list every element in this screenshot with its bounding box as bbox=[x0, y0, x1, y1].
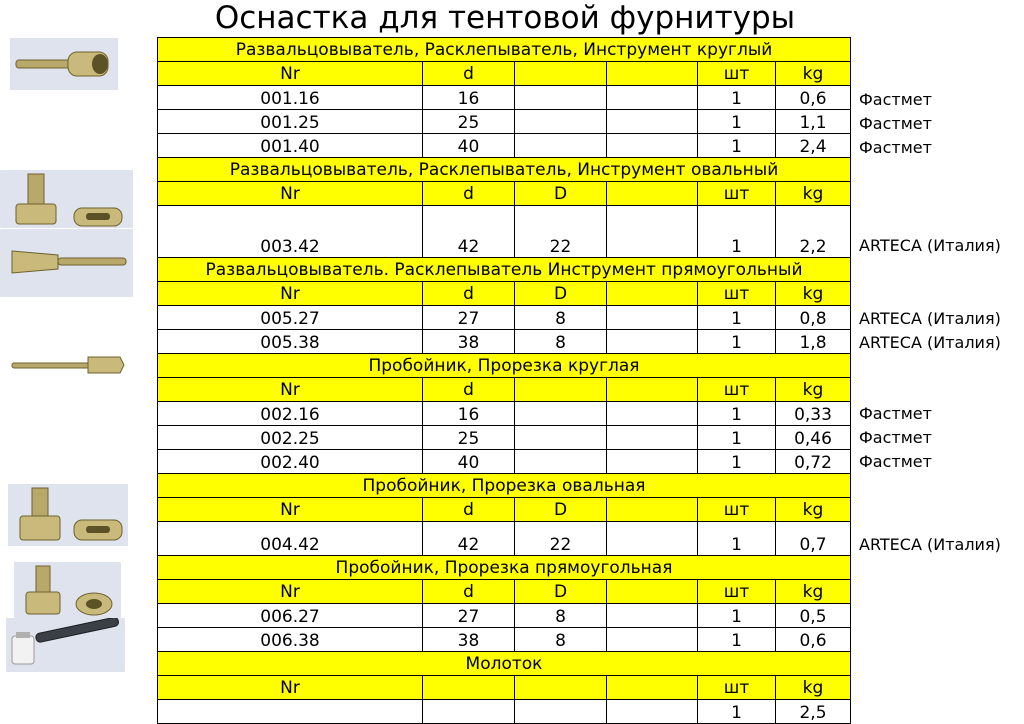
cell-D bbox=[515, 450, 607, 474]
cell-qty: 1 bbox=[698, 628, 776, 652]
maker-label: ARTECA (Италия) bbox=[859, 309, 1001, 328]
cell-kg: 1,1 bbox=[776, 110, 851, 134]
column-header-nr: Nr bbox=[158, 182, 423, 206]
cell-d: 38 bbox=[423, 628, 515, 652]
section-title: Пробойник, Прорезка прямоугольная bbox=[158, 556, 851, 580]
cell-D bbox=[515, 134, 607, 158]
column-header-empty bbox=[607, 282, 698, 306]
table-row bbox=[158, 110, 851, 134]
cell-d: 27 bbox=[423, 604, 515, 628]
cell-empty bbox=[607, 206, 698, 258]
section-title: Молоток bbox=[158, 652, 851, 676]
maker-label: Фастмет bbox=[859, 90, 932, 109]
column-header-D: D bbox=[515, 282, 607, 306]
cell-nr: 005.38 bbox=[158, 330, 423, 354]
column-header-kg: kg bbox=[776, 676, 851, 700]
column-header-nr: Nr bbox=[158, 282, 423, 306]
column-header-kg: kg bbox=[776, 498, 851, 522]
column-header-qty: шт bbox=[698, 62, 776, 86]
cell-D: 8 bbox=[515, 330, 607, 354]
section-title: Пробойник, Прорезка круглая bbox=[158, 354, 851, 378]
cell-empty bbox=[607, 426, 698, 450]
column-header-kg: kg bbox=[776, 182, 851, 206]
cell-d: 16 bbox=[423, 402, 515, 426]
product-image-oval-flaring-tool bbox=[0, 170, 133, 228]
price-table bbox=[157, 37, 851, 724]
cell-qty: 1 bbox=[698, 330, 776, 354]
cell-qty: 1 bbox=[698, 700, 776, 724]
table-row bbox=[158, 206, 851, 258]
column-header-D bbox=[515, 62, 607, 86]
table-row bbox=[158, 306, 851, 330]
product-image-rectangular-punch bbox=[14, 562, 121, 618]
cell-D: 8 bbox=[515, 306, 607, 330]
product-image-hammer bbox=[6, 618, 125, 672]
cell-D bbox=[515, 426, 607, 450]
table-row bbox=[158, 604, 851, 628]
maker-label: Фастмет bbox=[859, 428, 932, 447]
cell-empty bbox=[607, 330, 698, 354]
cell-qty: 1 bbox=[698, 604, 776, 628]
cell-d bbox=[423, 700, 515, 724]
table-row bbox=[158, 628, 851, 652]
cell-kg: 0,46 bbox=[776, 426, 851, 450]
cell-nr: 001.25 bbox=[158, 110, 423, 134]
column-header-empty bbox=[607, 378, 698, 402]
cell-D: 8 bbox=[515, 628, 607, 652]
cell-qty: 1 bbox=[698, 134, 776, 158]
column-header-qty: шт bbox=[698, 498, 776, 522]
table-row bbox=[158, 134, 851, 158]
column-header-empty bbox=[607, 676, 698, 700]
table-row bbox=[158, 330, 851, 354]
cell-qty: 1 bbox=[698, 426, 776, 450]
table-row bbox=[158, 86, 851, 110]
cell-D bbox=[515, 86, 607, 110]
maker-label: Фастмет bbox=[859, 114, 932, 133]
cell-qty: 1 bbox=[698, 206, 776, 258]
cell-empty bbox=[607, 306, 698, 330]
column-header-d: d bbox=[423, 182, 515, 206]
cell-d: 40 bbox=[423, 450, 515, 474]
cell-D bbox=[515, 110, 607, 134]
cell-nr: 006.38 bbox=[158, 628, 423, 652]
maker-label: ARTECA (Италия) bbox=[859, 333, 1001, 352]
column-header-D: D bbox=[515, 498, 607, 522]
table-row bbox=[158, 426, 851, 450]
column-header-empty bbox=[607, 62, 698, 86]
cell-d: 38 bbox=[423, 330, 515, 354]
column-header-d: d bbox=[423, 378, 515, 402]
cell-d: 27 bbox=[423, 306, 515, 330]
cell-empty bbox=[607, 700, 698, 724]
column-header-nr: Nr bbox=[158, 62, 423, 86]
cell-kg: 0,8 bbox=[776, 306, 851, 330]
column-header-D bbox=[515, 378, 607, 402]
cell-D bbox=[515, 402, 607, 426]
cell-empty bbox=[607, 522, 698, 556]
cell-kg: 2,4 bbox=[776, 134, 851, 158]
cell-d: 40 bbox=[423, 134, 515, 158]
column-header-nr: Nr bbox=[158, 676, 423, 700]
cell-nr: 002.40 bbox=[158, 450, 423, 474]
cell-d: 25 bbox=[423, 426, 515, 450]
cell-empty bbox=[607, 402, 698, 426]
column-header-nr: Nr bbox=[158, 498, 423, 522]
cell-empty bbox=[607, 134, 698, 158]
column-header-d: d bbox=[423, 498, 515, 522]
cell-D: 22 bbox=[515, 206, 607, 258]
cell-kg: 0,33 bbox=[776, 402, 851, 426]
column-header-kg: kg bbox=[776, 62, 851, 86]
cell-nr: 001.40 bbox=[158, 134, 423, 158]
cell-kg: 1,8 bbox=[776, 330, 851, 354]
cell-qty: 1 bbox=[698, 110, 776, 134]
column-header-qty: шт bbox=[698, 182, 776, 206]
page-title: Оснастка для тентовой фурнитуры bbox=[214, 0, 796, 36]
cell-nr bbox=[158, 700, 423, 724]
cell-qty: 1 bbox=[698, 306, 776, 330]
cell-qty: 1 bbox=[698, 86, 776, 110]
column-header-kg: kg bbox=[776, 282, 851, 306]
table-row bbox=[158, 450, 851, 474]
table-row bbox=[158, 700, 851, 724]
cell-kg: 0,72 bbox=[776, 450, 851, 474]
maker-label: ARTECA (Италия) bbox=[859, 236, 1001, 255]
column-header-d bbox=[423, 676, 515, 700]
column-header-qty: шт bbox=[698, 580, 776, 604]
product-image-rectangular-flaring-tool bbox=[0, 229, 133, 297]
column-header-empty bbox=[607, 580, 698, 604]
cell-empty bbox=[607, 604, 698, 628]
column-header-kg: kg bbox=[776, 378, 851, 402]
cell-kg: 0,7 bbox=[776, 522, 851, 556]
column-header-d: d bbox=[423, 580, 515, 604]
maker-label: Фастмет bbox=[859, 138, 932, 157]
column-header-qty: шт bbox=[698, 676, 776, 700]
cell-qty: 1 bbox=[698, 522, 776, 556]
cell-kg: 0,6 bbox=[776, 86, 851, 110]
cell-d: 25 bbox=[423, 110, 515, 134]
column-header-d: d bbox=[423, 62, 515, 86]
section-title: Развальцовыватель, Расклепыватель, Инструмент овальный bbox=[158, 158, 851, 182]
cell-kg: 0,5 bbox=[776, 604, 851, 628]
maker-label: Фастмет bbox=[859, 404, 932, 423]
cell-qty: 1 bbox=[698, 402, 776, 426]
cell-empty bbox=[607, 450, 698, 474]
column-header-D bbox=[515, 676, 607, 700]
cell-d: 42 bbox=[423, 206, 515, 258]
table-row bbox=[158, 402, 851, 426]
column-header-D: D bbox=[515, 182, 607, 206]
cell-d: 42 bbox=[423, 522, 515, 556]
product-image-oval-punch bbox=[8, 484, 128, 546]
cell-qty: 1 bbox=[698, 450, 776, 474]
cell-nr: 002.16 bbox=[158, 402, 423, 426]
cell-d: 16 bbox=[423, 86, 515, 110]
column-header-nr: Nr bbox=[158, 580, 423, 604]
column-header-d: d bbox=[423, 282, 515, 306]
cell-D: 8 bbox=[515, 604, 607, 628]
maker-label: ARTECA (Италия) bbox=[859, 535, 1001, 554]
cell-kg: 0,6 bbox=[776, 628, 851, 652]
column-header-qty: шт bbox=[698, 282, 776, 306]
column-header-empty bbox=[607, 498, 698, 522]
cell-empty bbox=[607, 86, 698, 110]
maker-label: Фастмет bbox=[859, 452, 932, 471]
product-image-round-punch bbox=[8, 348, 126, 382]
product-image-round-flaring-tool bbox=[10, 38, 118, 90]
cell-nr: 004.42 bbox=[158, 522, 423, 556]
column-header-D: D bbox=[515, 580, 607, 604]
cell-nr: 001.16 bbox=[158, 86, 423, 110]
cell-kg: 2,5 bbox=[776, 700, 851, 724]
column-header-nr: Nr bbox=[158, 378, 423, 402]
cell-D bbox=[515, 700, 607, 724]
table-row bbox=[158, 522, 851, 556]
cell-empty bbox=[607, 628, 698, 652]
column-header-qty: шт bbox=[698, 378, 776, 402]
cell-empty bbox=[607, 110, 698, 134]
cell-nr: 002.25 bbox=[158, 426, 423, 450]
section-title: Развальцовыватель. Расклепыватель Инструмент прямоугольный bbox=[158, 258, 851, 282]
cell-nr: 005.27 bbox=[158, 306, 423, 330]
column-header-empty bbox=[607, 182, 698, 206]
cell-nr: 006.27 bbox=[158, 604, 423, 628]
section-title: Развальцовыватель, Расклепыватель, Инструмент круглый bbox=[158, 38, 851, 62]
cell-kg: 2,2 bbox=[776, 206, 851, 258]
column-header-kg: kg bbox=[776, 580, 851, 604]
cell-nr: 003.42 bbox=[158, 206, 423, 258]
section-title: Пробойник, Прорезка овальная bbox=[158, 474, 851, 498]
cell-D: 22 bbox=[515, 522, 607, 556]
